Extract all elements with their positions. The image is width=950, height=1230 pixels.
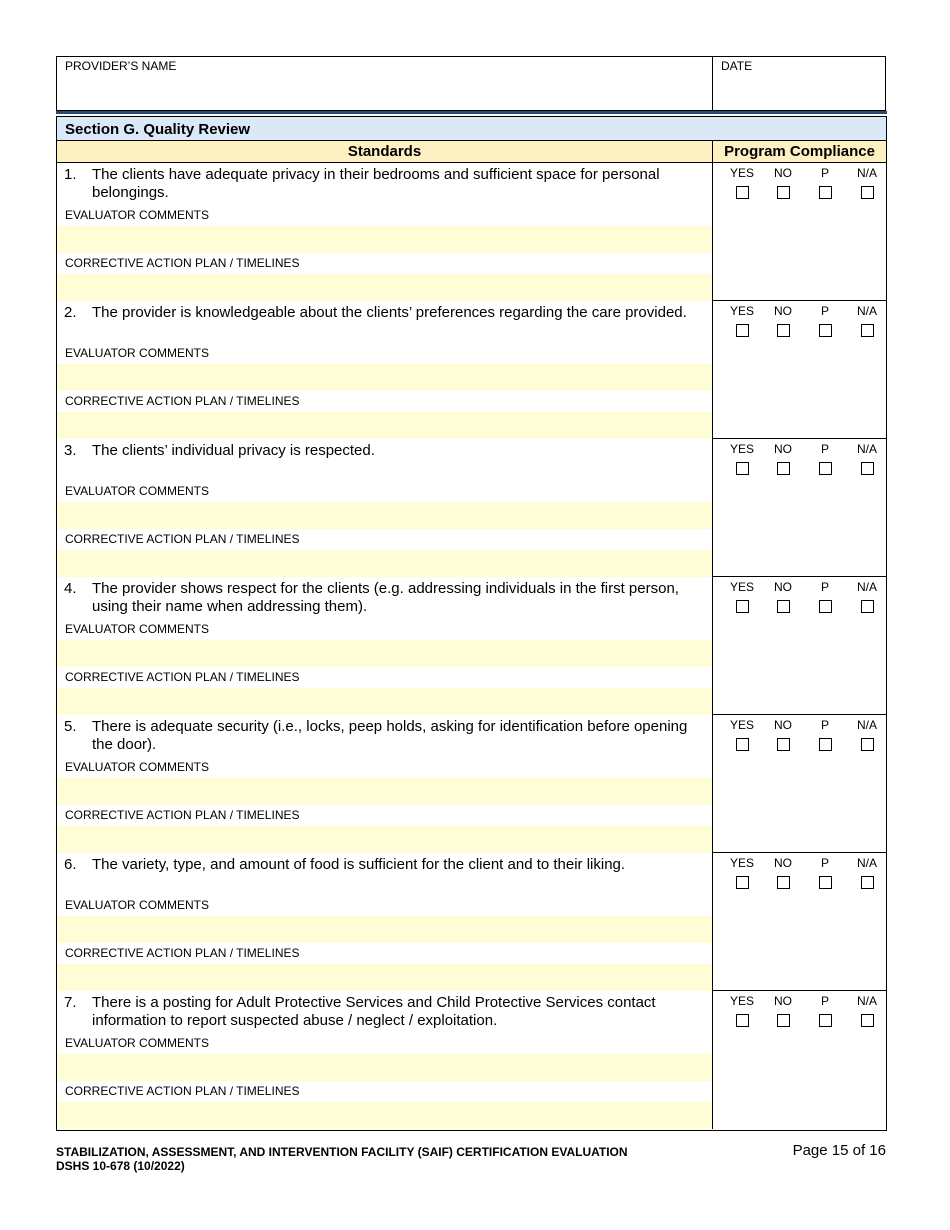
option-no-label: NO [774, 718, 792, 732]
option-no-label: NO [774, 856, 792, 870]
compliance-options [713, 991, 886, 1051]
option-na-label: N/A [856, 166, 877, 180]
standard-text: The clients have adequate privacy in their bedrooms and sufficient space for personal belongings. [92, 166, 660, 201]
evaluator-comments-field[interactable] [57, 778, 712, 805]
yes-checkbox[interactable] [736, 738, 749, 751]
option-p [805, 718, 845, 751]
form-number: DSHS 10-678 (10/2022) [56, 1159, 185, 1173]
standard-row [57, 577, 886, 715]
yes-checkbox[interactable] [736, 1014, 749, 1027]
option-yes-label: YES [729, 856, 754, 870]
evaluator-comments-field[interactable] [57, 916, 712, 943]
option-yes-label: YES [729, 442, 754, 456]
p-checkbox[interactable] [819, 876, 832, 889]
corrective-action-field[interactable] [57, 964, 712, 991]
standard-row [57, 853, 886, 991]
option-p [805, 304, 845, 337]
option-yes [722, 856, 762, 889]
na-checkbox[interactable] [861, 1014, 874, 1027]
evaluator-comments-field[interactable] [57, 502, 712, 529]
option-p [805, 580, 845, 613]
corrective-action-field[interactable] [57, 688, 712, 715]
standard-text: The provider shows respect for the clients (e.g. addressing individuals in the first person, using their name when addressing them). [92, 580, 679, 615]
standard-row [57, 715, 886, 853]
option-na-label: N/A [856, 442, 877, 456]
corrective-action-label: CORRECTIVE ACTION PLAN / TIMELINES [65, 256, 300, 270]
corrective-action-field[interactable] [57, 412, 712, 439]
compliance-options [713, 439, 886, 499]
standard-text: The provider is knowledgeable about the clients’ preferences regarding the care provided. [92, 304, 687, 321]
footer-title-block [56, 1145, 628, 1173]
compliance-options [713, 853, 886, 913]
yes-checkbox[interactable] [736, 600, 749, 613]
option-na-label: N/A [856, 580, 877, 594]
standard-text: There is a posting for Adult Protective Services and Child Protective Services contact information to report suspected abuse / neglect / exploitation. [92, 994, 656, 1029]
option-no [763, 994, 803, 1027]
compliance-options [713, 163, 886, 223]
standard-text: There is adequate security (i.e., locks, peep holds, asking for identification before opening the door). [92, 718, 688, 753]
option-yes [722, 166, 762, 199]
option-na [847, 994, 887, 1027]
standard-row [57, 163, 886, 301]
option-no-label: NO [774, 994, 792, 1008]
option-no [763, 856, 803, 889]
option-yes [722, 718, 762, 751]
standard-text: The clients’ individual privacy is respected. [92, 442, 375, 459]
no-checkbox[interactable] [777, 186, 790, 199]
option-no [763, 718, 803, 751]
standard-number: 7. [64, 994, 77, 1011]
evaluator-comments-label: EVALUATOR COMMENTS [65, 760, 210, 774]
header-table [56, 56, 886, 111]
option-p-label: P [820, 304, 829, 318]
compliance-column-header: Program Compliance [713, 141, 886, 163]
evaluator-comments-label: EVALUATOR COMMENTS [65, 898, 210, 912]
p-checkbox[interactable] [819, 600, 832, 613]
option-p-label: P [820, 580, 829, 594]
standard-row [57, 991, 886, 1129]
corrective-action-label: CORRECTIVE ACTION PLAN / TIMELINES [65, 670, 300, 684]
p-checkbox[interactable] [819, 462, 832, 475]
evaluator-comments-label: EVALUATOR COMMENTS [65, 1036, 210, 1050]
corrective-action-field[interactable] [57, 550, 712, 577]
option-p-label: P [820, 856, 829, 870]
option-no [763, 304, 803, 337]
no-checkbox[interactable] [777, 738, 790, 751]
option-yes-label: YES [729, 166, 754, 180]
option-no-label: NO [774, 442, 792, 456]
standard-row [57, 301, 886, 439]
option-na-label: N/A [856, 856, 877, 870]
no-checkbox[interactable] [777, 1014, 790, 1027]
option-na [847, 304, 887, 337]
yes-checkbox[interactable] [736, 876, 749, 889]
evaluator-comments-field[interactable] [57, 640, 712, 667]
standard-number: 5. [64, 718, 77, 735]
standard-cell [57, 301, 713, 438]
header-divider [56, 111, 887, 114]
option-na [847, 166, 887, 199]
page-number: Page 15 of 16 [792, 1142, 886, 1159]
option-yes-label: YES [729, 304, 754, 318]
no-checkbox[interactable] [777, 462, 790, 475]
option-no-label: NO [774, 166, 792, 180]
option-no [763, 442, 803, 475]
quality-review-table [56, 116, 887, 1131]
standard-cell [57, 715, 713, 852]
p-checkbox[interactable] [819, 186, 832, 199]
evaluator-comments-label: EVALUATOR COMMENTS [65, 484, 210, 498]
standard-cell [57, 439, 713, 576]
option-yes [722, 580, 762, 613]
yes-checkbox[interactable] [736, 186, 749, 199]
compliance-options [713, 715, 886, 775]
option-na-label: N/A [856, 304, 877, 318]
p-checkbox[interactable] [819, 1014, 832, 1027]
option-yes-label: YES [729, 994, 754, 1008]
na-checkbox[interactable] [861, 876, 874, 889]
evaluator-comments-field[interactable] [57, 226, 712, 253]
option-yes [722, 442, 762, 475]
option-p-label: P [820, 718, 829, 732]
option-no-label: NO [774, 304, 792, 318]
standard-row [57, 439, 886, 577]
option-p-label: P [820, 994, 829, 1008]
option-p [805, 994, 845, 1027]
option-na-label: N/A [856, 718, 877, 732]
option-no [763, 166, 803, 199]
date-label: DATE [721, 59, 753, 73]
no-checkbox[interactable] [777, 600, 790, 613]
option-na [847, 580, 887, 613]
option-p-label: P [820, 166, 829, 180]
na-checkbox[interactable] [861, 324, 874, 337]
standard-number: 6. [64, 856, 77, 873]
standard-cell [57, 853, 713, 990]
evaluator-comments-field[interactable] [57, 1054, 712, 1081]
standards-column-header: Standards [57, 141, 713, 163]
corrective-action-label: CORRECTIVE ACTION PLAN / TIMELINES [65, 394, 300, 408]
option-no-label: NO [774, 580, 792, 594]
standard-cell [57, 577, 713, 714]
standard-number: 1. [64, 166, 77, 183]
standard-number: 4. [64, 580, 77, 597]
corrective-action-label: CORRECTIVE ACTION PLAN / TIMELINES [65, 808, 300, 822]
option-yes-label: YES [729, 718, 754, 732]
standard-number: 3. [64, 442, 77, 459]
provider-name-field[interactable] [57, 57, 713, 110]
evaluator-comments-label: EVALUATOR COMMENTS [65, 622, 210, 636]
option-na [847, 856, 887, 889]
standard-text: The variety, type, and amount of food is sufficient for the client and to their liking. [92, 856, 626, 873]
option-na-label: N/A [856, 994, 877, 1008]
na-checkbox[interactable] [861, 738, 874, 751]
standard-cell [57, 991, 713, 1129]
option-yes-label: YES [729, 580, 754, 594]
na-checkbox[interactable] [861, 600, 874, 613]
evaluator-comments-label: EVALUATOR COMMENTS [65, 346, 210, 360]
date-field[interactable] [713, 57, 885, 110]
option-p-label: P [820, 442, 829, 456]
option-no [763, 580, 803, 613]
option-yes [722, 304, 762, 337]
footer-title: STABILIZATION, ASSESSMENT, AND INTERVENTION FACILITY (SAIF) CERTIFICATION EVALUATION [56, 1145, 628, 1159]
yes-checkbox[interactable] [736, 462, 749, 475]
option-na [847, 442, 887, 475]
option-yes [722, 994, 762, 1027]
compliance-options [713, 301, 886, 361]
corrective-action-label: CORRECTIVE ACTION PLAN / TIMELINES [65, 532, 300, 546]
option-p [805, 166, 845, 199]
corrective-action-field[interactable] [57, 826, 712, 853]
evaluator-comments-field[interactable] [57, 364, 712, 391]
option-p [805, 856, 845, 889]
evaluator-comments-label: EVALUATOR COMMENTS [65, 208, 210, 222]
standard-cell [57, 163, 713, 300]
p-checkbox[interactable] [819, 738, 832, 751]
compliance-options [713, 577, 886, 637]
na-checkbox[interactable] [861, 462, 874, 475]
option-na [847, 718, 887, 751]
p-checkbox[interactable] [819, 324, 832, 337]
provider-name-label: PROVIDER’S NAME [65, 59, 177, 73]
corrective-action-field[interactable] [57, 274, 712, 301]
no-checkbox[interactable] [777, 876, 790, 889]
section-title: Section G. Quality Review [57, 117, 886, 141]
na-checkbox[interactable] [861, 186, 874, 199]
standard-number: 2. [64, 304, 77, 321]
no-checkbox[interactable] [777, 324, 790, 337]
corrective-action-field[interactable] [57, 1102, 712, 1129]
corrective-action-label: CORRECTIVE ACTION PLAN / TIMELINES [65, 946, 300, 960]
corrective-action-label: CORRECTIVE ACTION PLAN / TIMELINES [65, 1084, 300, 1098]
option-p [805, 442, 845, 475]
yes-checkbox[interactable] [736, 324, 749, 337]
